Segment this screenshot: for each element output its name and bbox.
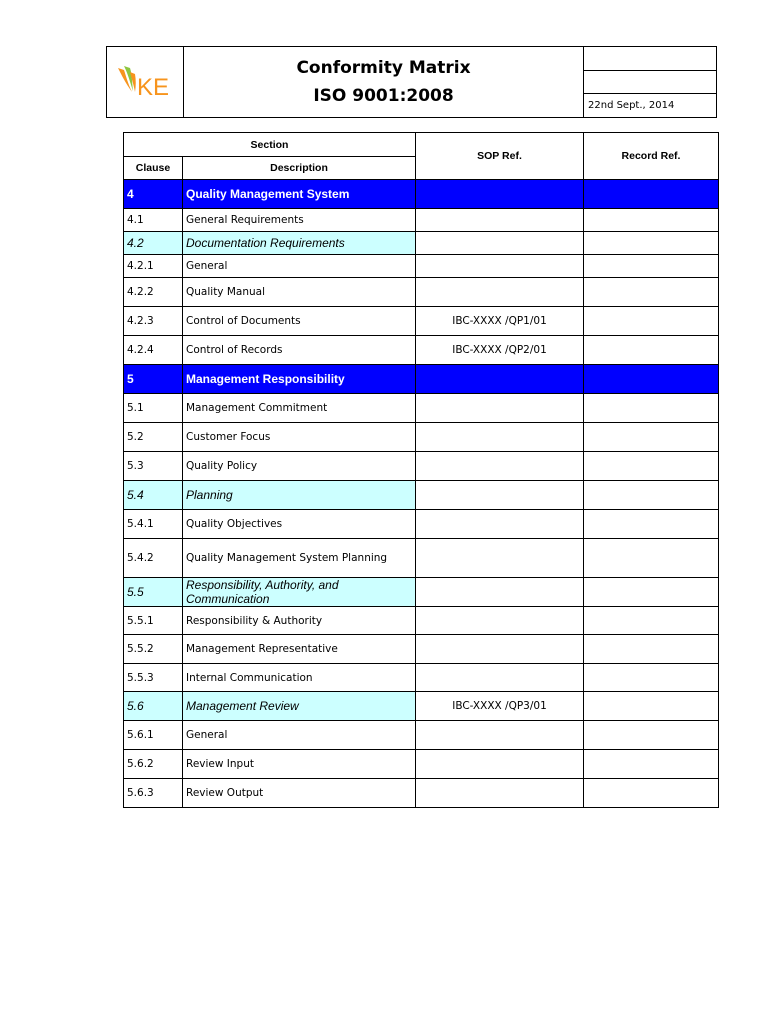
clause-cell: 5.6.1 [124,721,183,750]
description-cell: General [183,721,416,750]
clause-header: Clause [124,157,183,180]
clause-cell: 5.4 [124,481,183,510]
description-cell: Responsibility, Authority, and Communication [183,578,416,607]
ke-logo-icon [112,62,178,102]
description-cell: Planning [183,481,416,510]
description-header: Description [183,157,416,180]
sop-ref-cell [416,510,584,539]
sop-ref-cell [416,278,584,307]
logo-cell [107,47,184,117]
description-cell: Quality Management System Planning [183,539,416,578]
description-cell: General [183,255,416,278]
sop-ref-cell [416,209,584,232]
document-title: Conformity Matrix [296,58,471,78]
description-cell: Control of Records [183,336,416,365]
sop-ref-cell [416,539,584,578]
sop-ref-cell [416,635,584,664]
sop-ref-cell [416,607,584,635]
table-header-row [124,133,719,157]
table-row [124,635,719,664]
record-ref-cell [584,180,719,209]
record-ref-cell [584,635,719,664]
record-ref-cell [584,278,719,307]
clause-cell: 5.5.1 [124,607,183,635]
clause-cell: 5.3 [124,452,183,481]
sop-ref-cell: IBC-XXXX /QP2/01 [416,336,584,365]
sop-ref-cell: IBC-XXXX /QP1/01 [416,307,584,336]
sop-ref-cell [416,255,584,278]
sop-ref-cell [416,423,584,452]
clause-cell: 4.2 [124,232,183,255]
clause-cell: 5.5.2 [124,635,183,664]
table-row [124,779,719,808]
record-ref-cell [584,307,719,336]
record-ref-cell [584,209,719,232]
document-standard: ISO 9001:2008 [313,86,454,106]
clause-cell: 4 [124,180,183,209]
table-row [124,607,719,635]
clause-cell: 4.2.4 [124,336,183,365]
description-cell: General Requirements [183,209,416,232]
record-ref-cell [584,750,719,779]
description-cell: Management Responsibility [183,365,416,394]
clause-cell: 5.6.3 [124,779,183,808]
sop-ref-cell [416,180,584,209]
document-header [106,46,717,118]
table-body [124,180,719,808]
record-ref-cell [584,481,719,510]
table-row [124,278,719,307]
description-cell: Management Representative [183,635,416,664]
description-cell: Internal Communication [183,664,416,692]
sop-ref-cell [416,664,584,692]
description-cell: Responsibility & Authority [183,607,416,635]
clause-cell: 5.2 [124,423,183,452]
clause-cell: 4.2.1 [124,255,183,278]
sop-ref-cell [416,721,584,750]
sop-ref-cell [416,232,584,255]
record-ref-cell [584,232,719,255]
sop-ref-cell [416,750,584,779]
description-cell: Quality Management System [183,180,416,209]
sop-ref-cell [416,394,584,423]
description-cell: Documentation Requirements [183,232,416,255]
section-header: Section [124,133,416,157]
meta-row-2 [584,71,716,95]
clause-cell: 5.4.1 [124,510,183,539]
sop-ref-cell: IBC-XXXX /QP3/01 [416,692,584,721]
record-ref-cell [584,510,719,539]
record-ref-cell [584,607,719,635]
clause-cell: 5.4.2 [124,539,183,578]
clause-cell: 5.5 [124,578,183,607]
section-row [124,365,719,394]
sop-ref-cell [416,481,584,510]
subsection-row [124,481,719,510]
table-row [124,539,719,578]
description-cell: Quality Manual [183,278,416,307]
description-cell: Quality Objectives [183,510,416,539]
record-ref-cell [584,664,719,692]
description-cell: Review Input [183,750,416,779]
description-cell: Customer Focus [183,423,416,452]
clause-cell: 5.6 [124,692,183,721]
table-row [124,255,719,278]
description-cell: Management Commitment [183,394,416,423]
meta-cell [584,47,716,117]
description-cell: Management Review [183,692,416,721]
record-ref-header: Record Ref. [584,133,719,180]
table-row [124,510,719,539]
record-ref-cell [584,394,719,423]
clause-cell: 4.2.2 [124,278,183,307]
table-row [124,307,719,336]
conformity-matrix-table [123,132,719,808]
clause-cell: 4.2.3 [124,307,183,336]
table-row [124,664,719,692]
table-row [124,209,719,232]
table-row [124,750,719,779]
clause-cell: 5 [124,365,183,394]
table-row [124,423,719,452]
table-row [124,336,719,365]
description-cell: Quality Policy [183,452,416,481]
subsection-row [124,692,719,721]
sop-ref-cell [416,578,584,607]
logo-text: KE [137,74,170,101]
description-cell: Review Output [183,779,416,808]
title-cell [184,47,584,117]
meta-row-date: 22nd Sept., 2014 [588,100,675,112]
sop-ref-header: SOP Ref. [416,133,584,180]
record-ref-cell [584,721,719,750]
clause-cell: 5.1 [124,394,183,423]
record-ref-cell [584,692,719,721]
record-ref-cell [584,779,719,808]
record-ref-cell [584,336,719,365]
sop-ref-cell [416,452,584,481]
section-row [124,180,719,209]
meta-row-1 [584,47,716,71]
sop-ref-cell [416,365,584,394]
record-ref-cell [584,578,719,607]
record-ref-cell [584,365,719,394]
table-row [124,721,719,750]
subsection-row [124,578,719,607]
clause-cell: 4.1 [124,209,183,232]
clause-cell: 5.6.2 [124,750,183,779]
record-ref-cell [584,423,719,452]
record-ref-cell [584,452,719,481]
description-cell: Control of Documents [183,307,416,336]
record-ref-cell [584,539,719,578]
sop-ref-cell [416,779,584,808]
table-row [124,394,719,423]
record-ref-cell [584,255,719,278]
clause-cell: 5.5.3 [124,664,183,692]
subsection-row [124,232,719,255]
table-row [124,452,719,481]
